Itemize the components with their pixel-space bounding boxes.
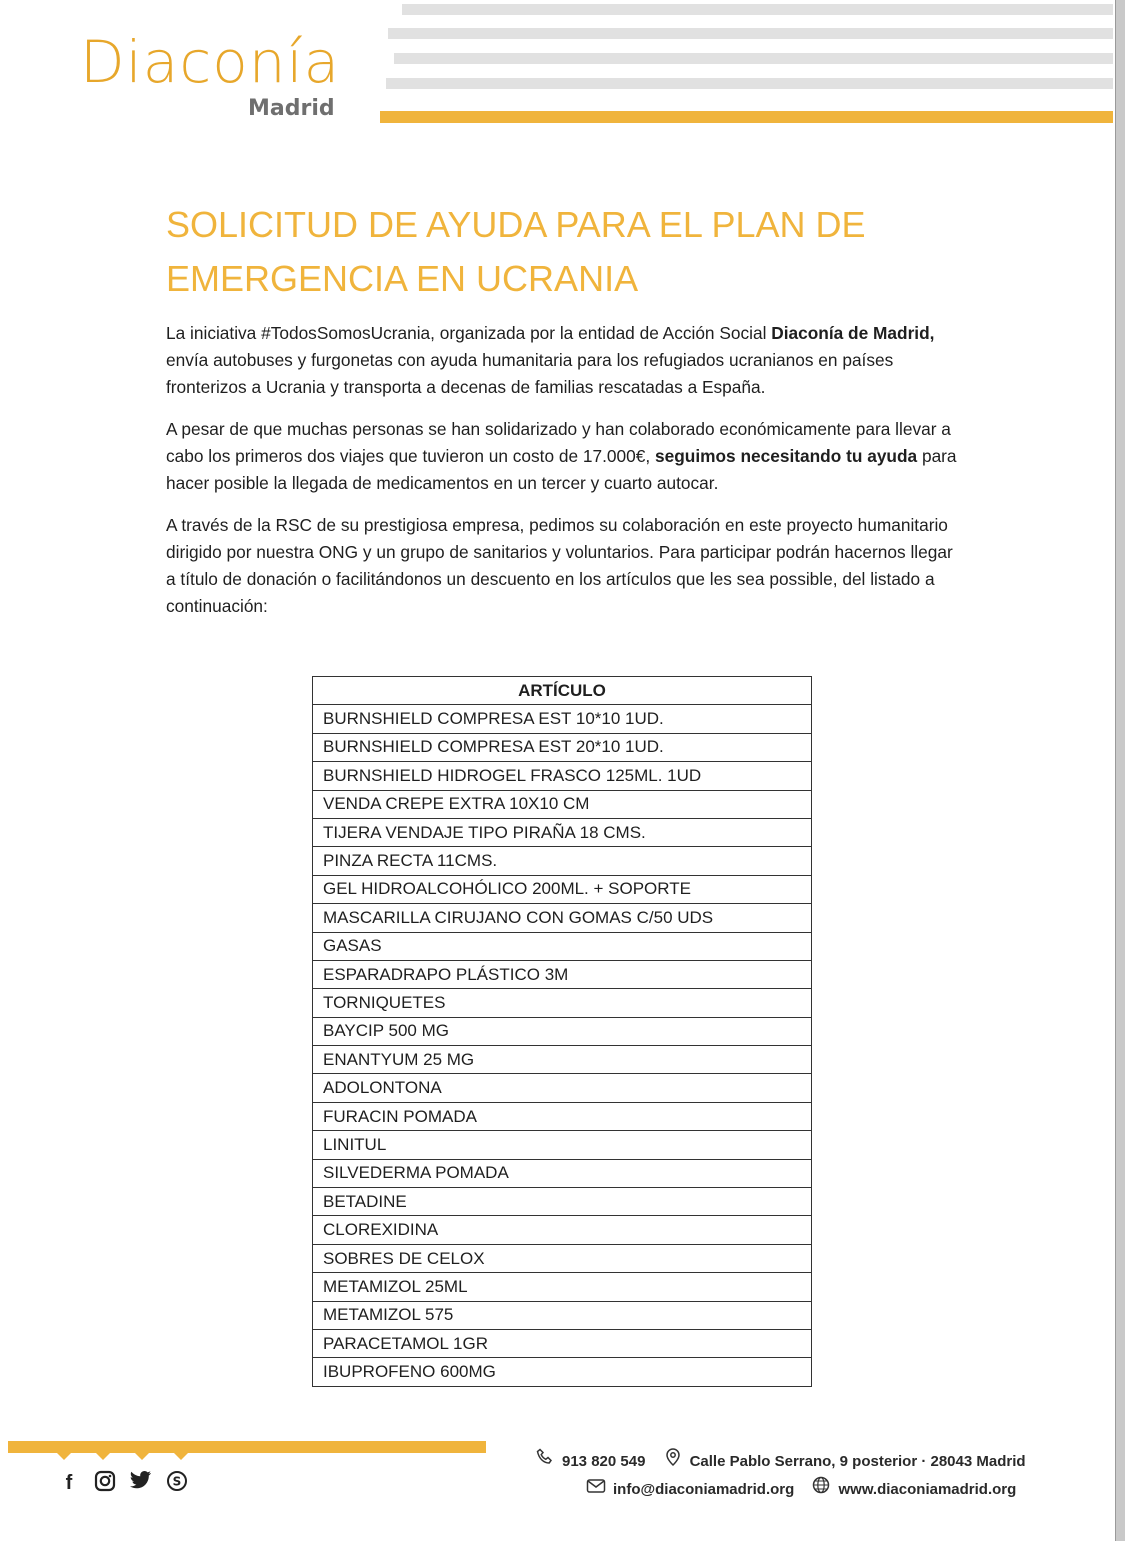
- twitter-icon[interactable]: [128, 1470, 154, 1496]
- logo-wordmark: Diaconía: [80, 28, 341, 96]
- table-row: [313, 790, 812, 818]
- table-row: [313, 1329, 812, 1357]
- table-cell-articulo: GASAS: [313, 932, 812, 960]
- table-cell-articulo: SILVEDERMA POMADA: [313, 1159, 812, 1187]
- table-cell-articulo: METAMIZOL 25ML: [313, 1273, 812, 1301]
- paragraph-bold-text: seguimos necesitando tu ayuda: [654, 446, 918, 466]
- table-row: [313, 1074, 812, 1102]
- footer-email[interactable]: [585, 1478, 794, 1498]
- table-cell-articulo: PARACETAMOL 1GR: [313, 1329, 812, 1357]
- table-row: [313, 1188, 812, 1216]
- table-row: [313, 847, 812, 875]
- paragraph-request: A través de la RSC de su prestigiosa empresa, pedimos su colaboración en este proyecto humanitario dirigido por nuestra ONG y un grupo de sanitarios y voluntarios. Para participar podrán hacernos llegar a título de donación o facilitándonos un descuento en los artículos que les sea possible, del listado a continuación:: [166, 515, 953, 616]
- mail-icon: [585, 1478, 607, 1498]
- footer-contact-line-2: [585, 1476, 1028, 1498]
- table-body: [313, 705, 812, 1386]
- table-row: [313, 904, 812, 932]
- table-cell-articulo: ESPARADRAPO PLÁSTICO 3M: [313, 960, 812, 988]
- table-cell-articulo: SOBRES DE CELOX: [313, 1244, 812, 1272]
- table-cell-articulo: LINITUL: [313, 1131, 812, 1159]
- table-cell-articulo: TORNIQUETES: [313, 989, 812, 1017]
- header-stripe: [388, 28, 1113, 39]
- table-cell-articulo: IBUPROFENO 600MG: [313, 1358, 812, 1386]
- footer-contact-line-1: [534, 1448, 1038, 1470]
- table-cell-articulo: METAMIZOL 575: [313, 1301, 812, 1329]
- table-row: [313, 1273, 812, 1301]
- table-row: [313, 762, 812, 790]
- paragraph-need: [166, 416, 966, 497]
- page-title: SOLICITUD DE AYUDA PARA EL PLAN DE EMERGENCIA EN UCRANIA: [166, 204, 866, 299]
- table-row: [313, 1046, 812, 1074]
- header-stripe: [386, 78, 1113, 89]
- table-row: [313, 1358, 812, 1386]
- header-stripe: [402, 4, 1113, 15]
- instagram-icon[interactable]: [92, 1470, 118, 1496]
- table-cell-articulo: BURNSHIELD HIDROGEL FRASCO 125ML. 1UD: [313, 762, 812, 790]
- table-row: [313, 932, 812, 960]
- header-stripe: [394, 53, 1113, 64]
- footer-website[interactable]: [810, 1476, 1016, 1498]
- table-row: [313, 989, 812, 1017]
- table-row: [313, 705, 812, 733]
- table-cell-articulo: FURACIN POMADA: [313, 1102, 812, 1130]
- paragraph-text: La iniciativa #TodosSomosUcrania, organizada por la entidad de Acción Social: [166, 323, 772, 343]
- footer-notch: [56, 1452, 72, 1460]
- table-row: [313, 818, 812, 846]
- social-links: [56, 1470, 190, 1496]
- table-cell-articulo: MASCARILLA CIRUJANO CON GOMAS C/50 UDS: [313, 904, 812, 932]
- logo-subtext: Madrid: [248, 96, 335, 121]
- footer-phone-text: 913 820 549: [562, 1453, 646, 1470]
- items-table: [312, 676, 812, 1387]
- paragraph-intro: [166, 320, 966, 401]
- table-row: [313, 1301, 812, 1329]
- table-cell-articulo: VENDA CREPE EXTRA 10X10 CM: [313, 790, 812, 818]
- table-row: [313, 1244, 812, 1272]
- table-row: [313, 1131, 812, 1159]
- logo: [80, 26, 350, 131]
- footer-notch: [95, 1452, 111, 1460]
- table-row: [313, 875, 812, 903]
- table-cell-articulo: TIJERA VENDAJE TIPO PIRAÑA 18 CMS.: [313, 818, 812, 846]
- page-edge: [1116, 0, 1125, 1541]
- table-cell-articulo: CLOREXIDINA: [313, 1216, 812, 1244]
- footer-address: [662, 1448, 1026, 1470]
- table-cell-articulo: ENANTYUM 25 MG: [313, 1046, 812, 1074]
- table-cell-articulo: GEL HIDROALCOHÓLICO 200ML. + SOPORTE: [313, 875, 812, 903]
- table-row: [313, 1216, 812, 1244]
- table-cell-articulo: BAYCIP 500 MG: [313, 1017, 812, 1045]
- paragraph-text: A pesar de que muchas personas se han solidarizado y han colaborado económicamente para llevar a cabo los primeros dos viajes que tuvieron un costo de 17.000€,: [166, 419, 951, 466]
- header-accent-bar: [380, 111, 1113, 123]
- table-cell-articulo: BURNSHIELD COMPRESA EST 20*10 1UD.: [313, 733, 812, 761]
- paragraph-text: envía autobuses y furgonetas con ayuda humanitaria para los refugiados ucranianos en países fronterizos a Ucrania y transporta a decenas de familias rescatadas a España.: [166, 350, 894, 397]
- table-cell-articulo: BURNSHIELD COMPRESA EST 10*10 1UD.: [313, 705, 812, 733]
- table-cell-articulo: BETADINE: [313, 1188, 812, 1216]
- location-pin-icon: [662, 1448, 684, 1470]
- footer-email-text: info@diaconiamadrid.org: [613, 1481, 795, 1498]
- table-cell-articulo: PINZA RECTA 11CMS.: [313, 847, 812, 875]
- footer-accent-bar: [8, 1441, 486, 1453]
- phone-icon: [534, 1448, 556, 1470]
- table-row: [313, 1102, 812, 1130]
- table-cell-articulo: ADOLONTONA: [313, 1074, 812, 1102]
- table-header-articulo: ARTÍCULO: [313, 677, 812, 705]
- paragraph-text: para hacer posible la llegada de medicamentos en un tercer y cuarto autocar.: [166, 446, 957, 493]
- table-row: [313, 1159, 812, 1187]
- paragraph-bold-text: Diaconía de Madrid,: [771, 323, 935, 343]
- table-header-row: [313, 677, 812, 705]
- skype-icon[interactable]: [164, 1470, 190, 1496]
- footer-notch: [134, 1452, 150, 1460]
- table-row: [313, 960, 812, 988]
- footer-notch: [173, 1452, 189, 1460]
- globe-icon: [810, 1476, 832, 1498]
- table-row: [313, 733, 812, 761]
- footer-address-text: Calle Pablo Serrano, 9 posterior · 28043 Madrid: [689, 1453, 1026, 1470]
- table-row: [313, 1017, 812, 1045]
- facebook-icon[interactable]: f: [65, 1472, 73, 1494]
- footer-website-text: www.diaconiamadrid.org: [838, 1481, 1017, 1498]
- svg-text:S: S: [172, 1474, 182, 1489]
- footer-phone[interactable]: [534, 1448, 645, 1470]
